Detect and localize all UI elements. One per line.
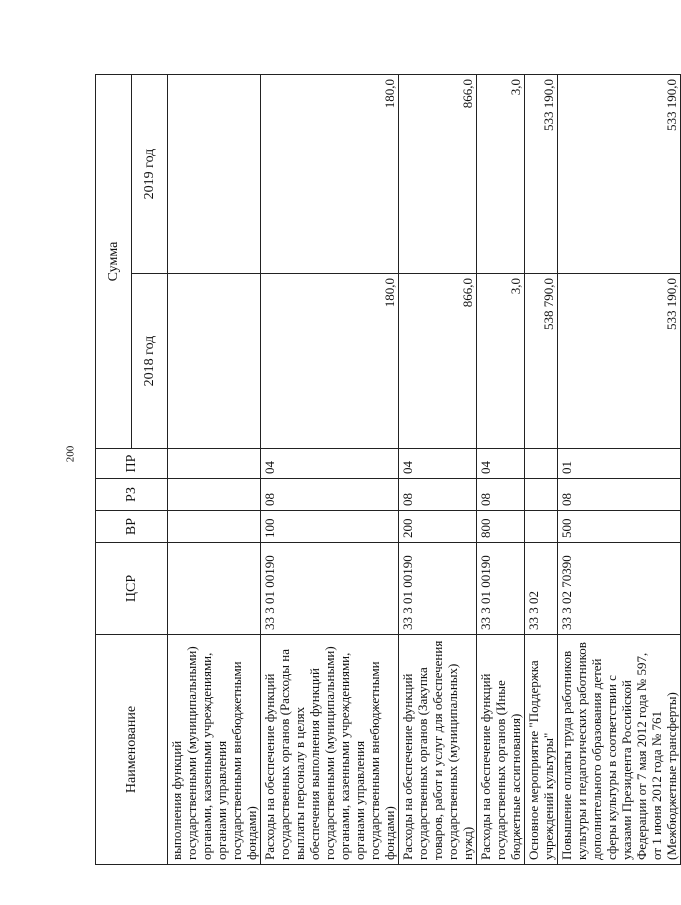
cell-csr: 33 3 01 00190: [261, 543, 399, 635]
header-csr: ЦСР: [96, 543, 168, 635]
cell-sum-2018: 3,0: [477, 274, 525, 449]
cell-csr: 33 3 02 70390: [558, 543, 681, 635]
cell-sum-2018: 866,0: [399, 274, 477, 449]
table-header: [96, 75, 168, 865]
cell-sum-2019: 533 190,0: [525, 75, 558, 274]
cell-csr: [168, 543, 261, 635]
cell-name: Основное мероприятие "Поддержка учреждений культуры": [525, 635, 558, 865]
rotated-page-content: [95, 75, 679, 865]
header-pr: ПР: [96, 449, 168, 479]
header-name: Наименование: [96, 635, 168, 865]
table-row: [558, 75, 681, 865]
cell-pr: 04: [399, 449, 477, 479]
cell-sum-2019: 3,0: [477, 75, 525, 274]
cell-name: Расходы на обеспечение функций государственных органов (Иные бюджетные ассигнования): [477, 635, 525, 865]
cell-vr: 500: [558, 511, 681, 543]
cell-vr: 800: [477, 511, 525, 543]
header-sum: Сумма: [96, 75, 132, 449]
cell-sum-2019: 180,0: [261, 75, 399, 274]
cell-pr: 04: [261, 449, 399, 479]
table-row: [477, 75, 525, 865]
cell-pr: [168, 449, 261, 479]
cell-csr: 33 3 01 00190: [399, 543, 477, 635]
cell-vr: 200: [399, 511, 477, 543]
cell-pr: 04: [477, 449, 525, 479]
cell-sum-2019: 866,0: [399, 75, 477, 274]
cell-pr: [525, 449, 558, 479]
cell-rz: 08: [399, 479, 477, 511]
cell-vr: [168, 511, 261, 543]
cell-rz: 08: [477, 479, 525, 511]
cell-name: Расходы на обеспечение функций государственных органов (Закупка товаров, работ и услуг для обеспечения государственных (муниципальных) нужд): [399, 635, 477, 865]
cell-vr: 100: [261, 511, 399, 543]
header-year-2018: 2018 год: [132, 274, 168, 449]
cell-rz: [168, 479, 261, 511]
header-vr: ВР: [96, 511, 168, 543]
cell-sum-2019: 533 190,0: [558, 75, 681, 274]
cell-sum-2018: 180,0: [261, 274, 399, 449]
cell-name: выполнения функций государственными (муниципальными) органами, казенными учреждениями, органами управления государственными внебюджетными фондами): [168, 635, 261, 865]
table-body: [168, 75, 681, 865]
page-number: 200: [64, 445, 77, 463]
table-row: [168, 75, 261, 865]
header-rz: РЗ: [96, 479, 168, 511]
cell-csr: 33 3 02: [525, 543, 558, 635]
cell-sum-2018: 538 790,0: [525, 274, 558, 449]
cell-csr: 33 3 01 00190: [477, 543, 525, 635]
budget-table: [95, 74, 681, 865]
cell-name: Расходы на обеспечение функций государственных органов (Расходы на выплаты персоналу в целях обеспечения выполнения функций государственными (муниципальными) органами, казенными учреждениями, органами управления государственными внебюджетными фондами): [261, 635, 399, 865]
cell-sum-2019: [168, 75, 261, 274]
cell-sum-2018: [168, 274, 261, 449]
table-row: [525, 75, 558, 865]
cell-rz: 08: [558, 479, 681, 511]
table-row: [261, 75, 399, 865]
cell-rz: [525, 479, 558, 511]
cell-vr: [525, 511, 558, 543]
cell-sum-2018: 533 190,0: [558, 274, 681, 449]
cell-name: Повышение оплаты труда работников культуры и педагогических работников дополнительного образования детей сферы культуры в соответствии с указами Президента Российской Федерации от 7 мая 2012 года № 597, от 1 июня 2012 года № 761 (Межбюджетные трансферты): [558, 635, 681, 865]
cell-rz: 08: [261, 479, 399, 511]
table-row: [399, 75, 477, 865]
cell-pr: 01: [558, 449, 681, 479]
header-year-2019: 2019 год: [132, 75, 168, 274]
